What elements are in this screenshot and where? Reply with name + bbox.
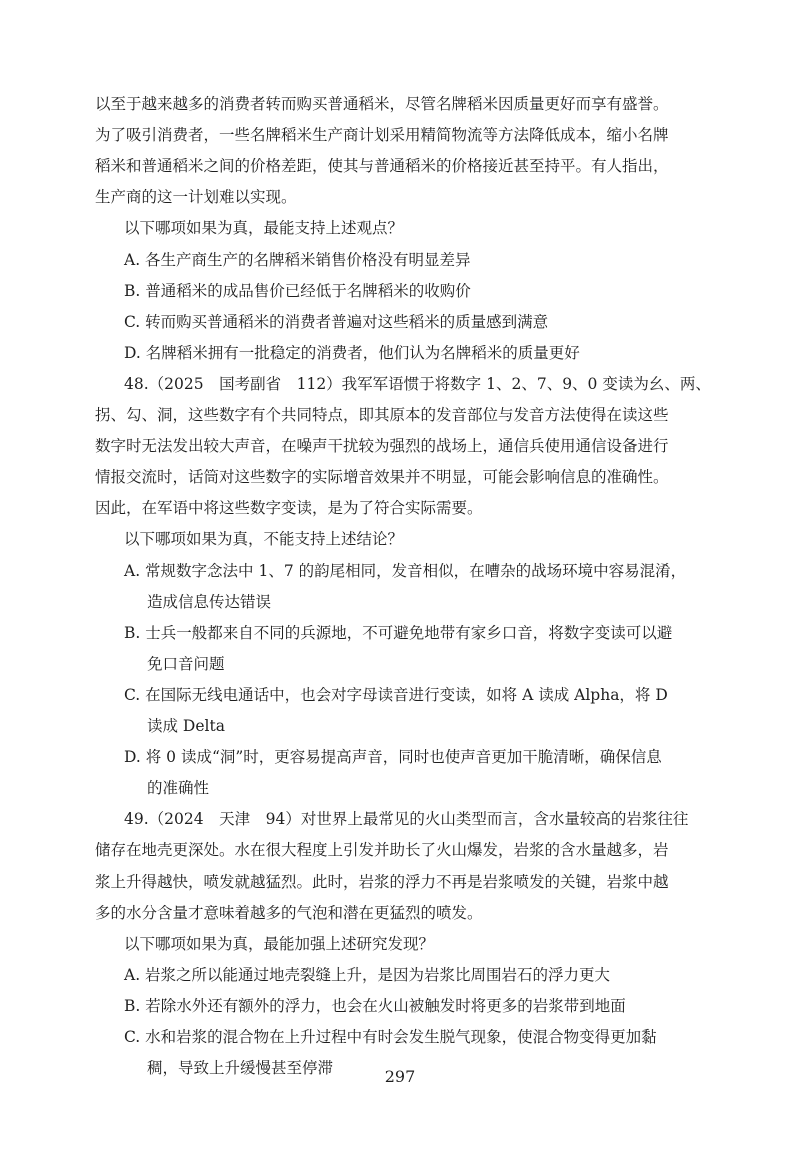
q49-option-c-line-2: 稠，导致上升缓慢甚至停滞 [147, 1059, 334, 1078]
intro-line-3: 稻米和普通稻米之间的价格差距，使其与普通稻米的价格接近甚至持平。有人指出， [95, 157, 669, 176]
q48-option-a-line-1: A. 常规数字念法中 1、7 的韵尾相同，发音相似，在嘈杂的战场环境中容易混淆， [124, 561, 687, 580]
q48-line-1: 48.（2025 国考副省 112）我军军语惯于将数字 1、2、7、9、0 变读为幺、两、 [124, 374, 711, 393]
q49-option-a: A. 岩浆之所以能通过地壳裂缝上升，是因为岩浆比周围岩石的浮力更大 [124, 965, 611, 984]
q49-line-3: 浆上升得越快，喷发就越猛烈。此时，岩浆的浮力不再是岩浆喷发的关键，岩浆中越 [95, 872, 669, 891]
q49-line-2: 储存在地壳更深处。水在很大程度上引发并助长了火山爆发，岩浆的含水量越多，岩 [95, 841, 669, 860]
q49-option-c-line-1: C. 水和岩浆的混合物在上升过程中有时会发生脱气现象，使混合物变得更加黏 [124, 1028, 657, 1046]
q49-line-1: 49.（2024 天津 94）对世界上最常见的火山类型而言，含水量较高的岩浆往往 [124, 810, 689, 829]
intro-option-a: A. 各生产商生产的名牌稻米销售价格没有明显差异 [124, 250, 471, 269]
q48-option-c-line-2: 读成 Delta [147, 717, 225, 735]
q48-line-2: 拐、勾、洞，这些数字有个共同特点，即其原本的发音部位与发音方法使得在读这些 [95, 406, 669, 424]
q49-option-b: B. 若除水外还有额外的浮力，也会在火山被触发时将更多的岩浆带到地面 [124, 996, 626, 1015]
q48-option-d-line-1: D. 将 0 读成“洞”时，更容易提高声音，同时也使声音更加干脆清晰，确保信息 [124, 748, 662, 767]
q48-option-b-line-2: 免口音问题 [147, 654, 225, 673]
page-number: 297 [384, 1067, 416, 1086]
q49-question: 以下哪项如果为真，最能加强上述研究发现？ [124, 934, 435, 953]
q48-option-a-line-2: 造成信息传达错误 [147, 592, 272, 611]
q48-option-c-line-1: C. 在国际无线电通话中，也会对字母读音进行变读，如将 A 读成 Alpha，将 D [124, 685, 668, 704]
q49-line-4: 多的水分含量才意味着越多的气泡和潜在更猛烈的喷发。 [95, 903, 483, 922]
intro-option-c: C. 转而购买普通稻米的消费者普遍对这些稻米的质量感到满意 [124, 312, 549, 331]
intro-line-4: 生产商的这一计划难以实现。 [95, 188, 297, 207]
q48-line-4: 情报交流时，话筒对这些数字的实际增音效果并不明显，可能会影响信息的准确性。 [95, 468, 669, 487]
intro-option-b: B. 普通稻米的成品售价已经低于名牌稻米的收购价 [124, 281, 471, 300]
q48-option-d-line-2: 的准确性 [147, 779, 210, 798]
intro-line-2: 为了吸引消费者，一些名牌稻米生产商计划采用精简物流等方法降低成本，缩小名牌 [95, 126, 669, 145]
q48-line-3: 数字时无法发出较大声音，在噪声干扰较为强烈的战场上，通信兵使用通信设备进行 [95, 437, 669, 456]
q48-line-5: 因此，在军语中将这些数字变读，是为了符合实际需要。 [95, 499, 483, 518]
intro-line-1: 以至于越来越多的消费者转而购买普通稻米，尽管名牌稻米因质量更好而享有盛誉。 [95, 95, 669, 113]
q48-question: 以下哪项如果为真，不能支持上述结论？ [124, 530, 404, 549]
intro-question: 以下哪项如果为真，最能支持上述观点？ [124, 219, 404, 238]
q48-option-b-line-1: B. 士兵一般都来自不同的兵源地，不可避免地带有家乡口音，将数字变读可以避 [124, 623, 673, 642]
intro-option-d: D. 名牌稻米拥有一批稳定的消费者，他们认为名牌稻米的质量更好 [124, 343, 580, 362]
